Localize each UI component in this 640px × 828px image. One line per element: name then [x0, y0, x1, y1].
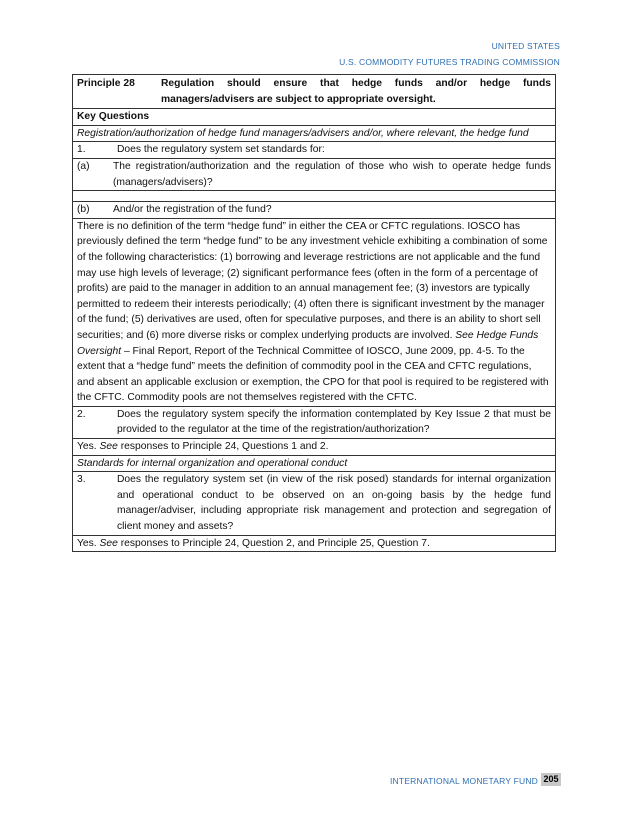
question-1a-text: The registration/authorization and the regulation of those who wish to operate hedge funds (managers/advisers)?: [113, 160, 551, 188]
question-1b-label: (b): [77, 204, 90, 216]
header-agency: U.S. COMMODITY FUTURES TRADING COMMISSION: [339, 57, 560, 67]
question-3-row: [73, 472, 556, 535]
question-1-number: 1.: [77, 144, 86, 156]
key-questions-heading: Key Questions: [73, 109, 556, 126]
principle-number: Principle 28: [77, 78, 135, 89]
principle-text: Regulation should ensure that hedge funds and/or hedge funds managers/advisers are subject to appropriate oversight.: [161, 78, 551, 105]
principle-table: [72, 74, 556, 552]
question-3-number: 3.: [77, 474, 86, 486]
question-1a-label: (a): [77, 160, 90, 172]
question-2-row: [73, 406, 556, 438]
answer-1-row: [73, 218, 556, 406]
answer-3: Yes. See responses to Principle 24, Question 2, and Principle 25, Question 7.: [73, 535, 556, 552]
empty-row: [73, 191, 556, 202]
question-3-text: Does the regulatory system set (in view of the risk posed) standards for internal organization and operational conduct to be observed on an on-going basis by the hedge fund manager/adviser, including appropriate risk management and protection and segregation of client money and assets?: [117, 474, 551, 533]
question-1a-row: [73, 158, 556, 190]
answer-3-row: [73, 535, 556, 552]
footer-label: INTERNATIONAL MONETARY FUND: [390, 776, 539, 786]
question-1b-text: And/or the registration of the fund?: [113, 204, 272, 216]
section1-heading: Registration/authorization of hedge fund managers/advisers and/or, where relevant, the hedge fund: [73, 125, 556, 142]
answer-2-row: [73, 439, 556, 456]
question-1b-row: [73, 202, 556, 219]
section2-heading: Standards for internal organization and operational conduct: [73, 455, 556, 472]
principle-table-wrapper: [72, 74, 556, 552]
see-reference: See Hedge Funds Oversight: [77, 329, 539, 357]
key-questions-row: [73, 109, 556, 126]
section1-row: [73, 125, 556, 142]
answer-1: There is no definition of the term “hedge fund” in either the CEA or CFTC regulations. IOSCO has previously defined the term “hedge fund” to be any investment vehicle exhibiting a combination of some of the following characteristics: (1) borrowing and leverage restrictions are not applicable and the fund may use high levels of leverage; (2) significant performance fees (often in the form of a percentage of profits) are paid to the manager in addition to an annual management fee; (3) investors are typically permitted to redeem their interests periodically; (4) often there is significant investment by the manager of the fund; (5) derivatives are used, often for speculative purposes, and there is an ability to short sell securities; and (6) more diverse risks or complex underlying products are involved. See Hedge Funds Oversight – Final Report, Report of the Technical Committee of IOSCO, June 2009, pp. 4-5. To the extent that a “hedge fund” meets the definition of commodity pool in the CEA and CFTC regulations, and absent an applicable exclusion or exemption, the CPO for that pool is required to be registered with the CFTC. Commodity pools are not themselves registered with the CFTC.: [73, 218, 556, 406]
question-1-row: [73, 142, 556, 159]
page-number: 205: [541, 773, 561, 786]
question-1-text: Does the regulatory system set standards for:: [117, 144, 325, 156]
principle-row: [73, 75, 556, 109]
section2-row: [73, 455, 556, 472]
answer-2: Yes. See responses to Principle 24, Questions 1 and 2.: [73, 439, 556, 456]
header-country: UNITED STATES: [491, 41, 560, 51]
question-2-number: 2.: [77, 408, 86, 420]
question-2-text: Does the regulatory system specify the information contemplated by Key Issue 2 that must be provided to the regulator at the time of the registration/authorization?: [117, 408, 551, 436]
